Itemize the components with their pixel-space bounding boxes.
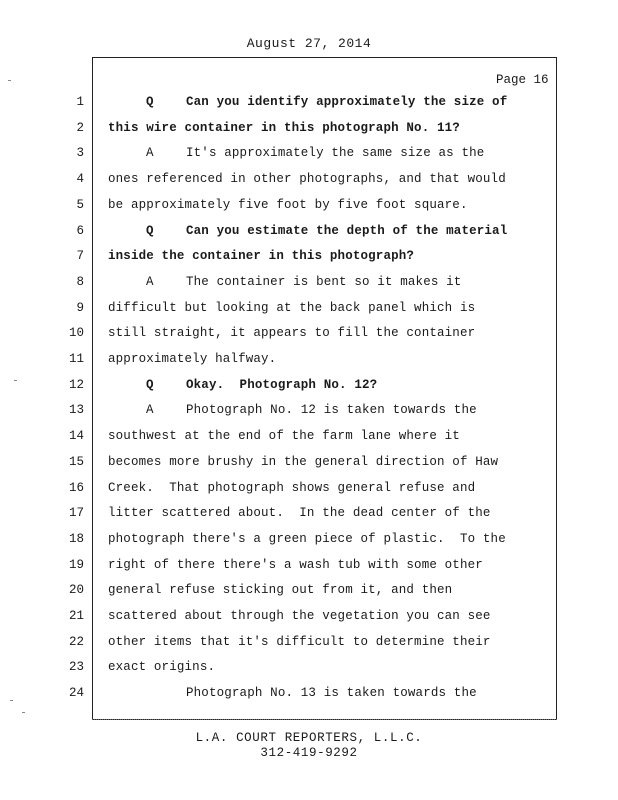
line-number: 7	[76, 249, 84, 263]
testimony-text: becomes more brushy in the general direction of Haw	[108, 455, 499, 469]
line-number: 3	[76, 146, 84, 160]
testimony-text: be approximately five foot by five foot square.	[108, 198, 468, 212]
testimony-text: It's approximately the same size as the	[186, 146, 485, 160]
question-marker: Q	[146, 224, 154, 238]
question-marker: Q	[146, 95, 154, 109]
line-number: 2	[76, 121, 84, 135]
page-number-label: Page 16	[496, 73, 549, 87]
line-number: 20	[68, 583, 84, 597]
scan-speck	[10, 700, 13, 701]
answer-marker: A	[146, 403, 154, 417]
question-text: Can you estimate the depth of the material	[186, 224, 508, 238]
answer-marker: A	[146, 275, 154, 289]
testimony-text: approximately halfway.	[108, 352, 277, 366]
scan-speck	[8, 80, 11, 81]
testimony-text: exact origins.	[108, 660, 216, 674]
line-number: 22	[68, 635, 84, 649]
testimony-text: Creek. That photograph shows general refuse and	[108, 481, 476, 495]
transcript-date: August 27, 2014	[246, 36, 372, 51]
line-number: 1	[76, 95, 84, 109]
line-number: 24	[68, 686, 84, 700]
testimony-text: Photograph No. 13 is taken towards the	[186, 686, 477, 700]
question-marker: Q	[146, 378, 154, 392]
footer-phone: 312-419-9292	[260, 746, 358, 760]
testimony-text: right of there there's a wash tub with some other	[108, 558, 483, 572]
line-number: 8	[76, 275, 84, 289]
question-text: Okay. Photograph No. 12?	[186, 378, 378, 392]
line-number: 19	[68, 558, 84, 572]
testimony-text: still straight, it appears to fill the container	[108, 326, 476, 340]
testimony-text: other items that it's difficult to determine their	[108, 635, 491, 649]
testimony-text: southwest at the end of the farm lane where it	[108, 429, 460, 443]
line-number: 13	[68, 403, 84, 417]
line-number: 6	[76, 224, 84, 238]
scan-speck	[22, 712, 25, 713]
testimony-text: Photograph No. 12 is taken towards the	[186, 403, 477, 417]
scan-speck	[14, 380, 17, 381]
line-number: 4	[76, 172, 84, 186]
question-text: inside the container in this photograph?	[108, 249, 415, 263]
line-number: 16	[68, 481, 84, 495]
question-text: Can you identify approximately the size of	[186, 95, 508, 109]
line-number: 11	[68, 352, 84, 366]
testimony-text: difficult but looking at the back panel which is	[108, 301, 476, 315]
line-number: 5	[76, 198, 84, 212]
line-number: 14	[68, 429, 84, 443]
line-number: 10	[68, 326, 84, 340]
line-number: 21	[68, 609, 84, 623]
answer-marker: A	[146, 146, 154, 160]
line-number: 12	[68, 378, 84, 392]
testimony-text: scattered about through the vegetation you can see	[108, 609, 491, 623]
testimony-text: photograph there's a green piece of plastic. To the	[108, 532, 506, 546]
testimony-text: general refuse sticking out from it, and then	[108, 583, 453, 597]
line-number: 18	[68, 532, 84, 546]
footer-company: L.A. COURT REPORTERS, L.L.C.	[195, 731, 423, 745]
line-number: 17	[68, 506, 84, 520]
line-number: 9	[76, 301, 84, 315]
testimony-text: litter scattered about. In the dead center of the	[108, 506, 491, 520]
line-number: 23	[68, 660, 84, 674]
line-number: 15	[68, 455, 84, 469]
testimony-text: ones referenced in other photographs, and that would	[108, 172, 506, 186]
question-text: this wire container in this photograph No. 11?	[108, 121, 460, 135]
frame-bottom-shadow	[92, 719, 557, 722]
testimony-text: The container is bent so it makes it	[186, 275, 462, 289]
